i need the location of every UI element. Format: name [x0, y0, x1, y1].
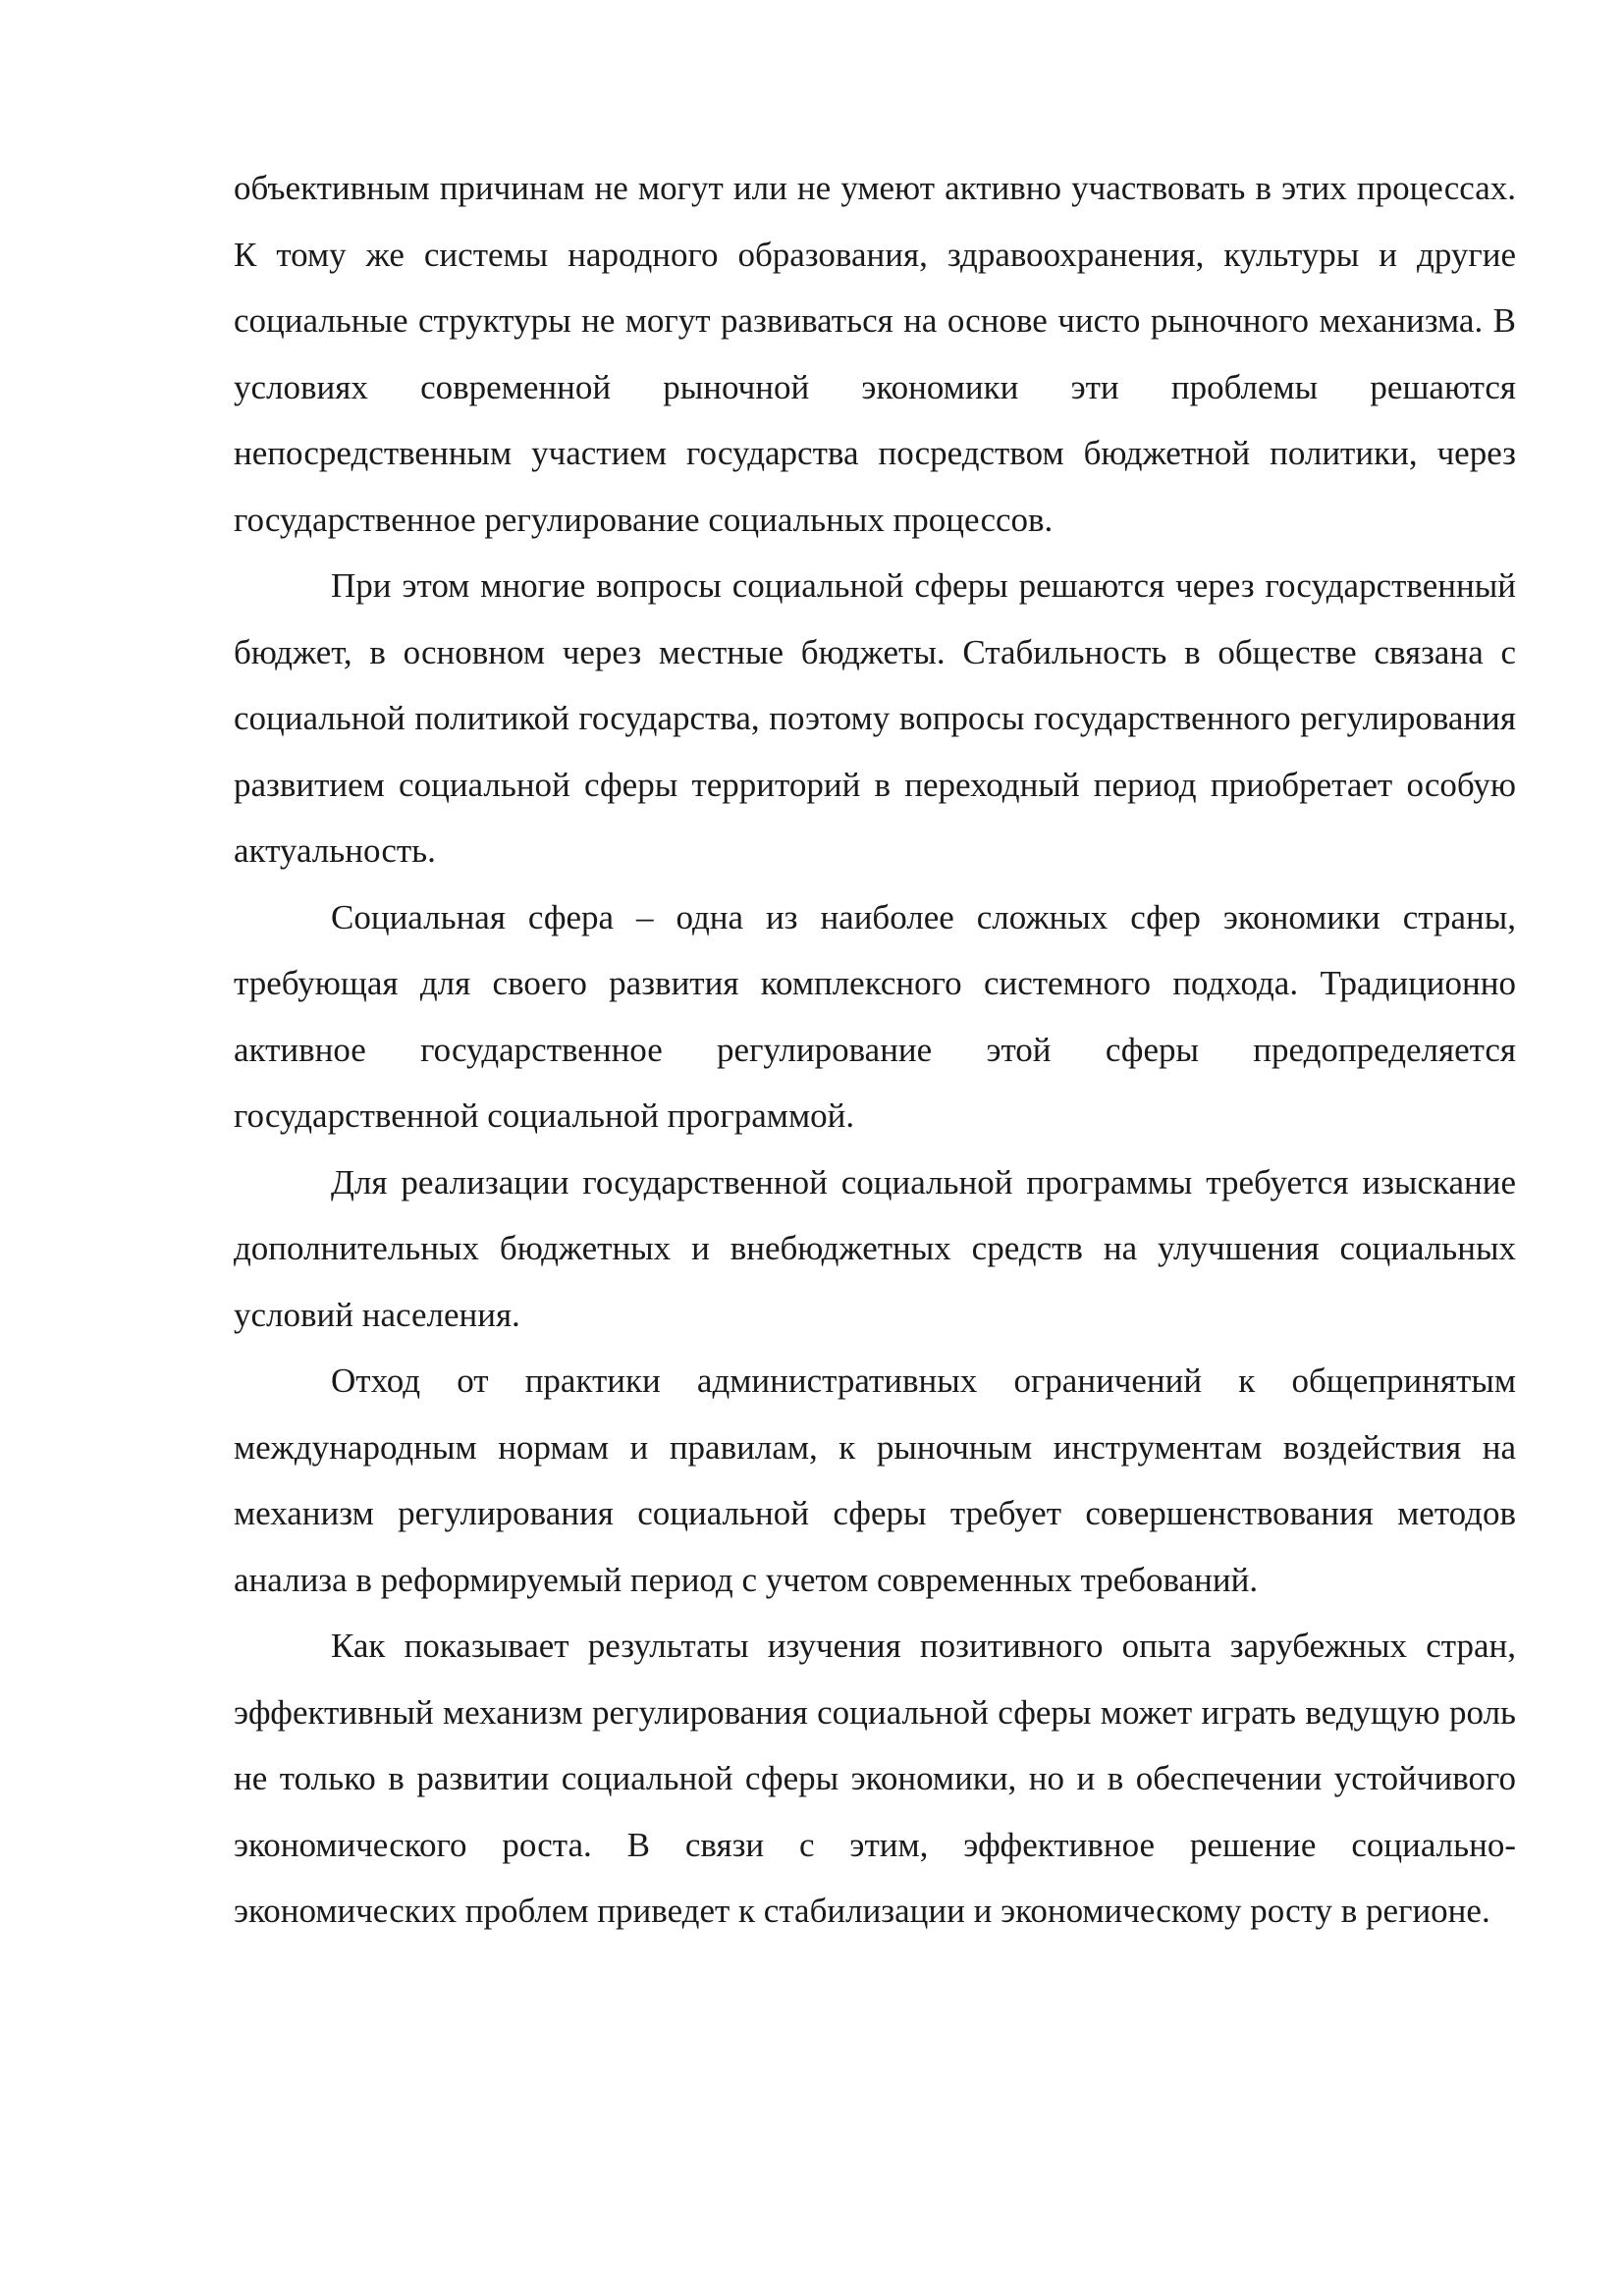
body-text — [234, 155, 1516, 1945]
paragraph-3: Социальная сфера – одна из наиболее сложных сфер экономики страны, требующая для своего развития комплексного системного подхода. Традиционно активное государственное регулирование этой сферы предопределяется государственной социальной программой. — [234, 897, 1516, 1135]
paragraph-2: При этом многие вопросы социальной сферы решаются через государственный бюджет, в основном через местные бюджеты. Стабильность в обществе связана с социальной политикой государства, поэтому вопросы государственного регулирования развитием социальной сферы территорий в переходный период приобретает особую актуальность. — [234, 566, 1516, 870]
paragraph-5: Отход от практики административных ограничений к общепринятым международным нормам и правилам, к рыночным инструментам воздействия на механизм регулирования социальной сферы требует совершенствования методов анализа в реформируемый период с учетом современных требований. — [234, 1362, 1516, 1599]
paragraph-4: Для реализации государственной социальной программы требуется изыскание дополнительных бюджетных и внебюджетных средств на улучшения социальных условий населения. — [234, 1162, 1516, 1334]
paragraph-6: Как показывает результаты изучения позитивного опыта зарубежных стран, эффективный механизм регулирования социальной сферы может играть ведущую роль не только в развитии социальной сферы экономики, но и в обеспечении устойчивого экономического роста. В связи с этим, эффективное решение социально-экономических проблем приведет к стабилизации и экономическому росту в регионе. — [234, 1627, 1516, 1930]
paragraph-1: объективным причинам не могут или не умеют активно участвовать в этих процессах. К тому же системы народного образования, здравоохранения, культуры и другие социальные структуры не могут развиваться на основе чисто рыночного механизма. В условиях современной рыночной экономики эти проблемы решаются непосредственным участием государства посредством бюджетной политики, через государственное регулирование социальных процессов. — [234, 169, 1516, 539]
